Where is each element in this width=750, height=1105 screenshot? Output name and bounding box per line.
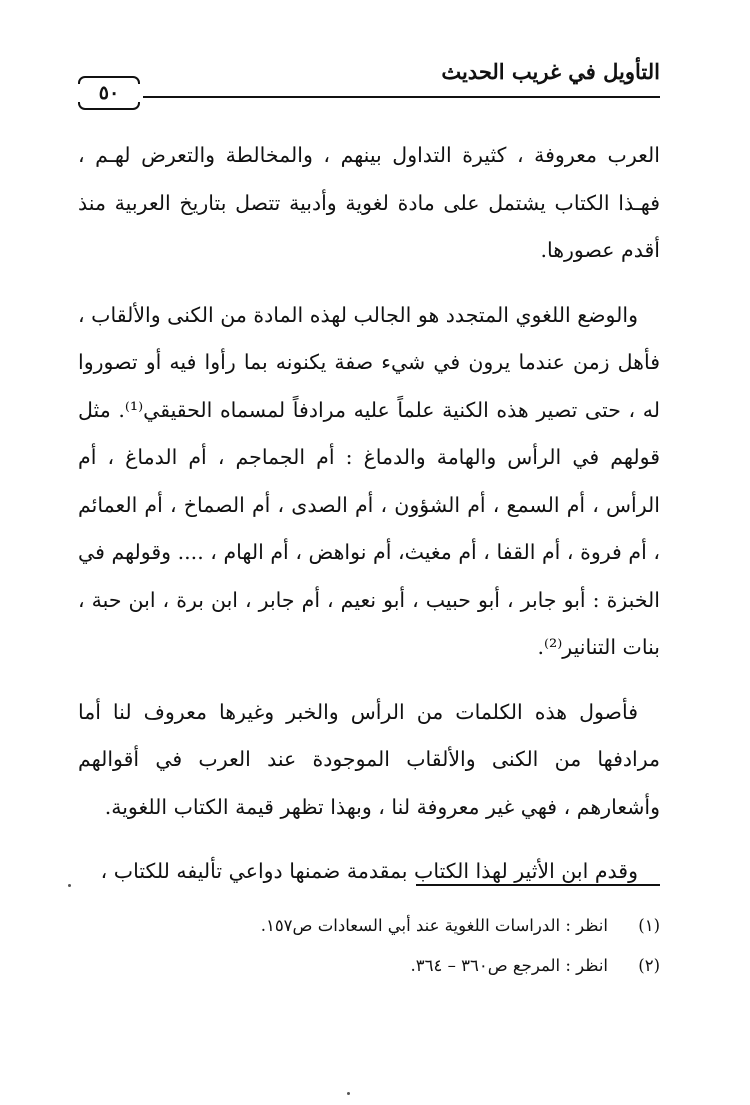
footnote-mark: (١) <box>638 916 660 935</box>
scan-speck <box>347 1092 350 1095</box>
page-number: ٥٠ <box>78 76 140 110</box>
header-title: التأويل في غريب الحديث <box>441 59 660 84</box>
body-text <box>78 132 660 913</box>
footnote <box>78 946 660 986</box>
footnote-text: انظر : الدراسات اللغوية عند أبي السعادات ص١٥٧. <box>260 916 608 935</box>
paragraph: فأصول هذه الكلمات من الرأس والخبر وغيرها معروف لنا أما مرادفها من الكنى والألقاب الموجودة عند العرب في أقوالهم وأشعارهم ، فهي غير معروفة لنا ، وبهذا تظهر قيمة الكتاب اللغوية. <box>78 699 660 819</box>
footnote-text: انظر : المرجع ص٣٦٠ – ٣٦٤. <box>410 956 608 975</box>
footnote <box>78 906 660 946</box>
paragraph: والوضع اللغوي المتجدد هو الجالب لهذه المادة من الكنى والألقاب ، فأهل زمن عندما يرون في شيء صفة يكنونه بما رأوا فيه أو تصوروا له ، حتى تصير هذه الكنية علماً عليه مرادفاً لمسماه الحقيقي⁽¹⁾. مثل قولهم في الرأس والهامة والدماغ : أم الجماجم ، أم الدماغ ، أم الرأس ، أم السمع ، أم الشؤون ، أم الصدى ، أم الصماخ ، أم العمائم ، أم فروة ، أم القفا ، أم مغيث، أم نواهض ، أم الهام ، .... وقولهم في الخبزة : أبو جابر ، أبو حبيب ، أبو نعيم ، أم جابر ، ابن برة ، ابن حبة ، بنات التنانير⁽²⁾. <box>78 302 660 659</box>
footnote-separator <box>416 884 660 886</box>
paragraph: العرب معروفة ، كثيرة التداول بينهم ، والمخالطة والتعرض لهـم ، فهـذا الكتاب يشتمل على مادة لغوية وأدبية تتصل بتاريخ العربية منذ أقدم عصورها. <box>78 143 660 262</box>
header-rule <box>138 96 660 98</box>
scan-speck <box>68 884 71 887</box>
footnotes <box>78 906 660 986</box>
footnote-mark: (٢) <box>638 956 660 975</box>
paragraph: وقدم ابن الأثير لهذا الكتاب بمقدمة ضمنها دواعي تأليفه للكتاب ، <box>100 859 638 883</box>
running-header <box>78 58 660 104</box>
